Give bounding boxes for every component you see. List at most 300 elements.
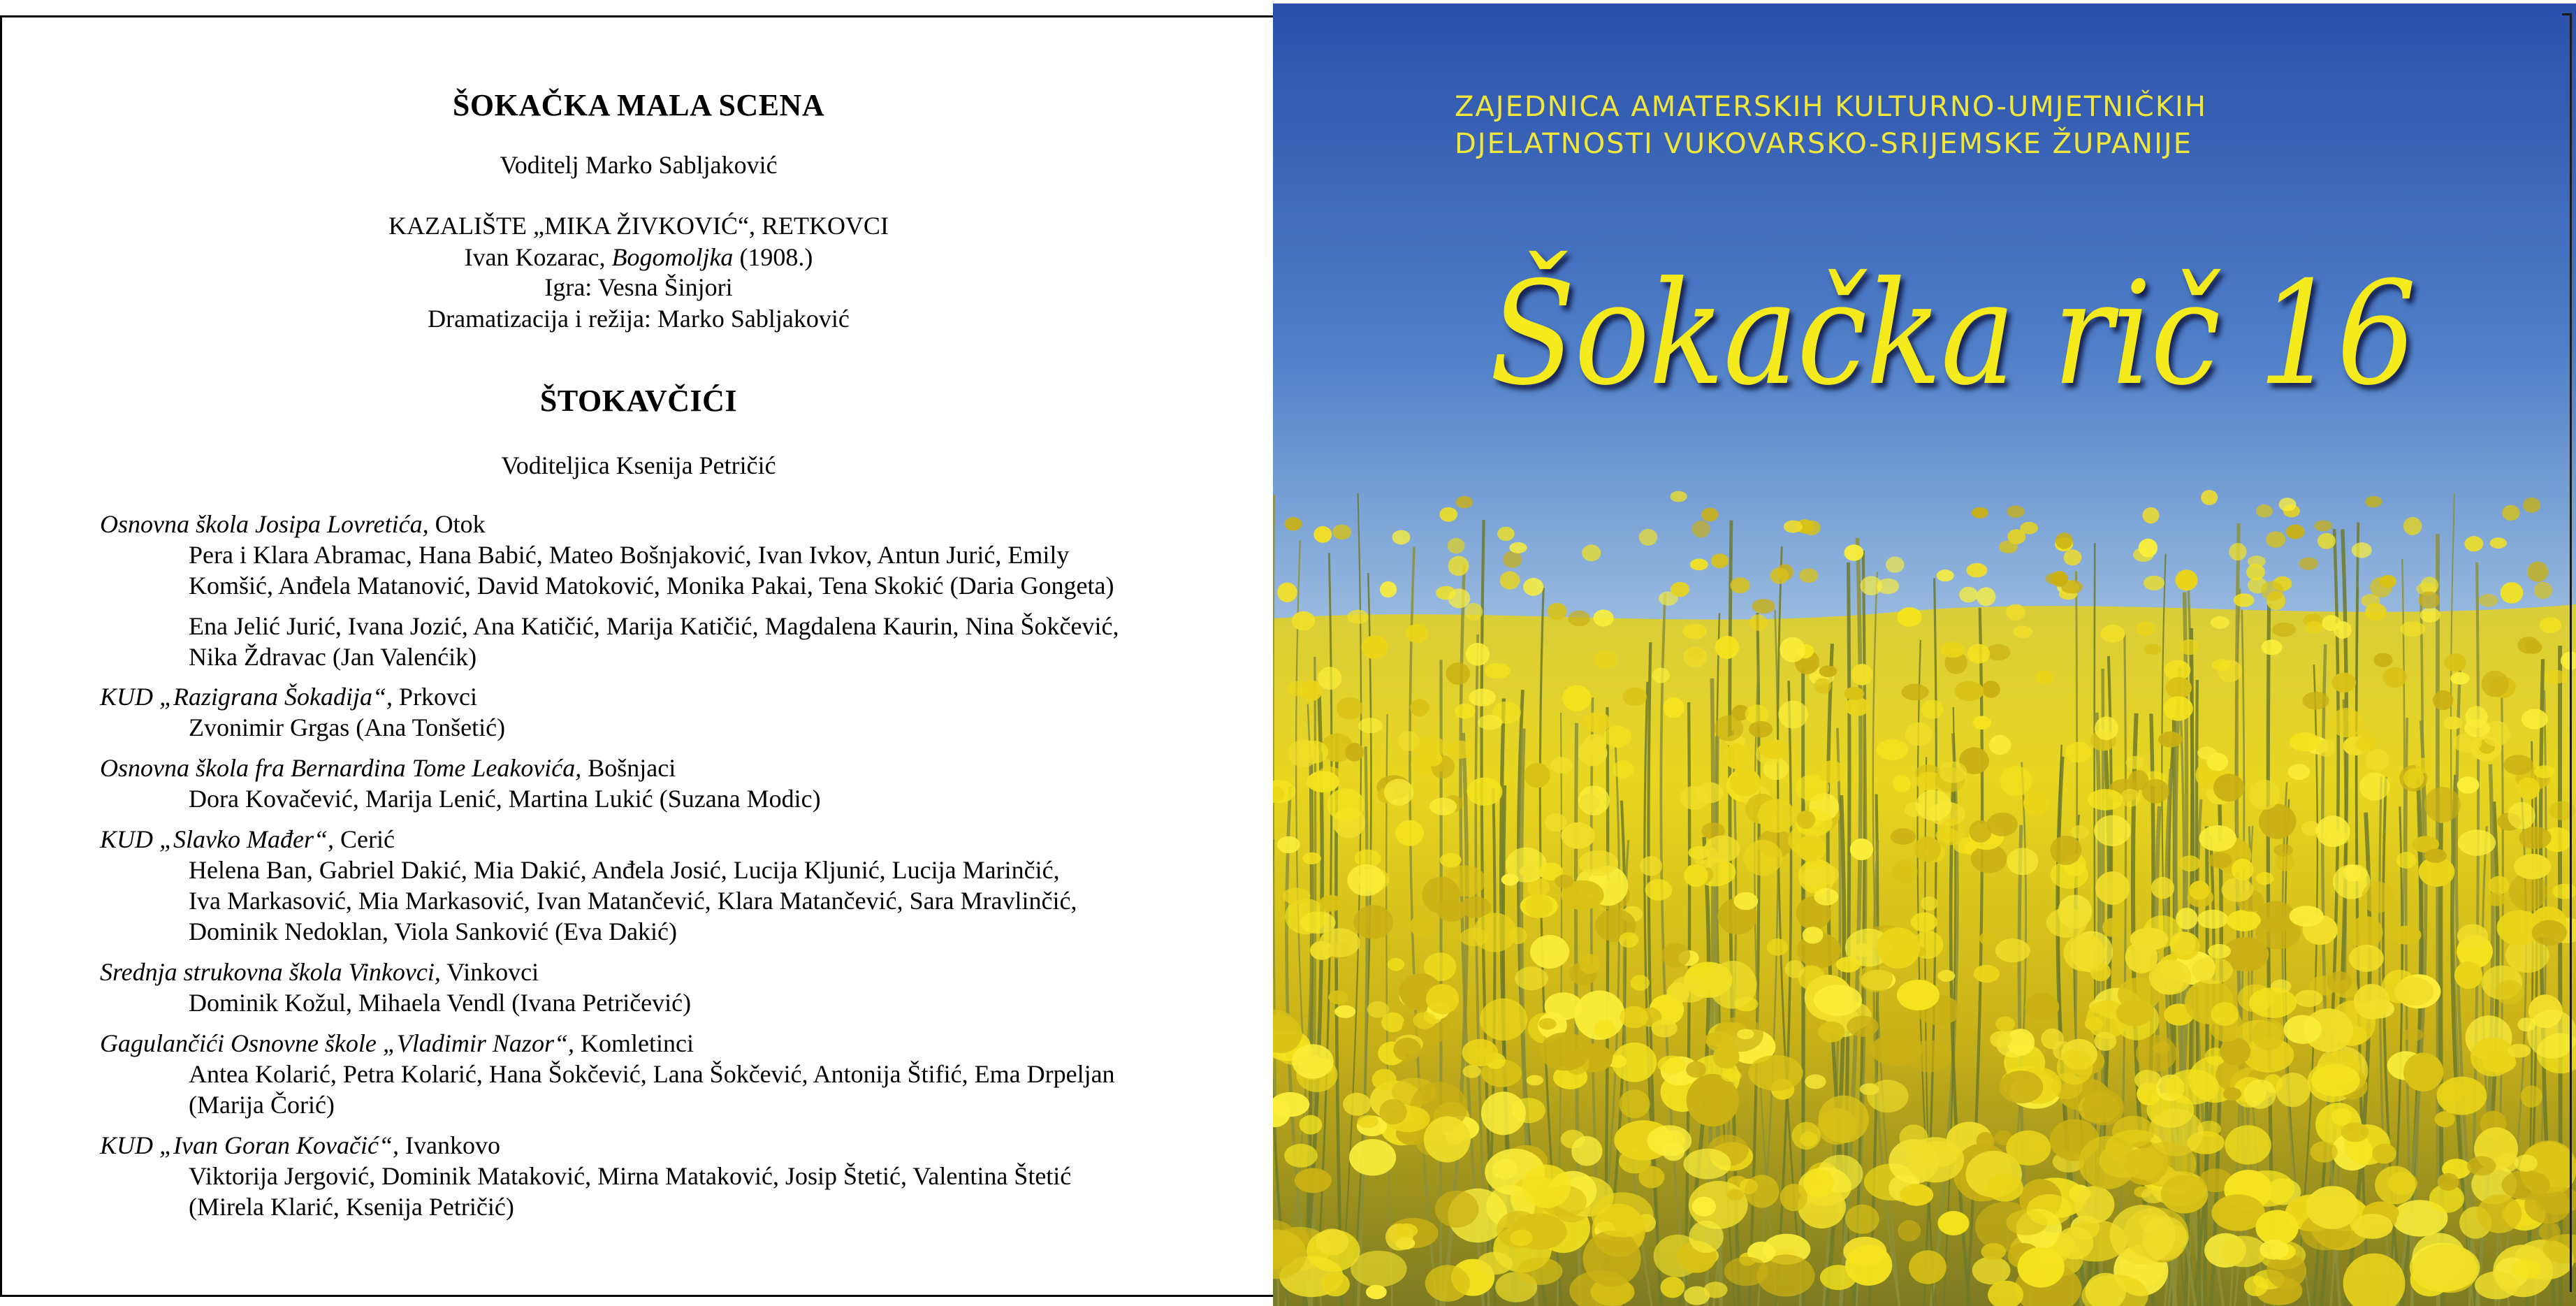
blossom [1319,895,1342,912]
blossom [1897,607,1922,627]
blossom [2136,1035,2177,1071]
blossom [1690,559,1708,571]
blossom [1456,496,1473,508]
blossom [1538,1018,1556,1030]
blossom [1721,1069,1741,1082]
blossom [1366,1285,1387,1300]
blossom [1619,932,1638,948]
blossom [2161,1175,2208,1214]
blossom [1395,1224,1418,1238]
blossom [1571,1136,1602,1166]
blossom [2144,644,2162,655]
blossom [1939,762,1967,783]
blossom [1645,879,1673,901]
blossom [1803,1169,1834,1198]
entry-names: (Mirela Klarić, Ksenija Petričić) [189,1193,514,1221]
blossom [1814,888,1838,906]
blossom [1561,822,1594,849]
entry-names: Komšić, Anđela Matanović, David Matoković, Monika Pakai, Tena Skokić (Daria Gongeta) [189,572,1114,600]
blossom [2487,892,2505,906]
blossom [2126,756,2144,769]
blossom [1285,517,1302,530]
blossom [2136,621,2155,636]
blossom [1550,757,1573,773]
blossom [1485,663,1511,679]
blossom [1612,1043,1657,1082]
blossom [2256,505,2273,518]
blossom [2208,852,2232,869]
blossom [1818,1022,1844,1043]
blossom [1603,726,1631,748]
blossom [2349,945,2384,972]
school-place: Komletinci [580,1029,694,1057]
blossom [2299,558,2318,570]
blossom [1909,1250,1946,1284]
blossom [2490,537,2507,549]
entry-names: Dominik Kožul, Mihaela Vendl (Ivana Petričević) [189,989,692,1017]
blossom [2508,1044,2531,1058]
blossom [2158,732,2182,748]
entry-names: Helena Ban, Gabriel Dakić, Mia Dakić, Anđela Josić, Lucija Kljunić, Lucija Marinčić, [189,856,1060,884]
school-place: Bošnjaci [588,754,676,782]
blossom [2403,1029,2424,1041]
blossom [2166,677,2192,699]
blossom [1579,954,1601,973]
blossom [2007,848,2038,875]
blossom [1877,739,1908,760]
blossom [1523,578,1543,596]
blossom [2403,1052,2443,1091]
school-name: KUD „Slavko Mađer“, [100,825,334,853]
blossom [1900,1184,1933,1206]
blossom [1639,529,1658,546]
blossom [1510,1230,1532,1247]
blossom [2018,1247,2065,1288]
blossom [1898,1220,1921,1242]
blossom [1545,992,1582,1020]
blossom [1916,790,1952,821]
blossom [2396,852,2417,869]
blossom [1446,662,1470,685]
blossom [2223,1087,2241,1101]
school-place: Vinkovci [446,958,539,986]
blossom [2502,505,2519,521]
blossom [1805,1074,1826,1089]
blossom [1836,957,1861,973]
blossom [2365,496,2382,508]
blossom [1954,681,1984,702]
blossom [1515,966,1548,990]
blossom [1752,599,1775,614]
blossom [2352,1214,2393,1239]
entry-names: Dominik Nedoklan, Viola Sanković (Eva Dakić) [189,917,678,945]
blossom [1652,668,1670,683]
blossom [2273,844,2292,857]
blossom [1500,571,1520,589]
blossom [2317,739,2336,757]
entry-school [100,753,676,783]
blossom [1522,1165,1571,1208]
blossom [1987,813,2018,836]
blossom [1492,1159,1518,1180]
blossom [1562,685,1592,711]
blossom [1847,1016,1879,1037]
blossom [2116,1000,2153,1026]
blossom [1749,614,1768,631]
blossom [2517,778,2540,800]
blossom [2213,774,2245,801]
blossom [1937,569,1954,581]
blossom [1900,1124,1928,1151]
blossom [1715,715,1743,741]
blossom [2501,582,2524,604]
blossom [2266,531,2285,548]
blossom [1436,899,1467,922]
blossom [2088,789,2123,811]
blossom [1406,624,1429,643]
organization-line-1: ZAJEDNICA AMATERSKIH KULTURNO-UMJETNIČKIH [1455,91,2207,123]
blossom [1715,636,1739,659]
blossom [1803,927,1824,943]
blossom [2419,591,2440,609]
blossom [2211,616,2229,629]
blossom [2208,944,2231,959]
cover-page [1273,3,2576,1306]
blossom [2007,529,2025,544]
blossom [1938,819,1965,846]
blossom [2420,608,2440,623]
entry-school [100,957,539,987]
blossom [1979,931,1996,945]
blossom [1995,1017,2015,1032]
blossom [2489,876,2510,895]
blossom [1481,1091,1526,1135]
blossom [2212,659,2231,670]
blossom [1545,813,1566,832]
blossom [1462,1065,1481,1078]
blossom [2074,1186,2114,1224]
blossom [1758,799,1796,832]
entry-names: (Marija Čorić) [189,1091,335,1119]
blossom [2341,1122,2369,1142]
play-title: Bogomoljka [611,243,734,271]
blossom [1473,913,1517,952]
blossom [2244,1080,2276,1109]
blossom [1663,697,1684,718]
blossom [1914,836,1942,862]
blossom [1800,869,1825,887]
blossom [1613,760,1633,778]
blossom [1974,965,2000,983]
blossom [1392,530,1410,545]
blossom [1497,527,1515,541]
blossom [2057,1050,2093,1084]
blossom [1462,1039,1499,1066]
blossom [2467,1156,2496,1176]
blossom [2249,987,2297,1018]
blossom [2244,1276,2269,1296]
blossom [1737,1029,1754,1040]
blossom [1619,1089,1650,1118]
entry-names: Pera i Klara Abramac, Hana Babić, Mateo Bošnjaković, Ivan Ivkov, Antun Jurić, Emily [189,541,1070,569]
blossom [2197,747,2217,760]
blossom [1349,1139,1396,1175]
blossom [1851,664,1873,685]
blossom [1480,999,1527,1041]
blossom [1300,1115,1323,1135]
blossom [2286,525,2305,539]
blossom [2534,765,2555,778]
blossom [2065,742,2092,763]
blossom [1440,853,1462,868]
blossom [2523,498,2540,513]
blossom [1972,716,1991,730]
blossom [1347,610,1369,624]
cover-title: Šokačka rič 16 [1490,252,2415,417]
blossom [1314,526,1332,543]
blossom [1578,850,1618,876]
blossom [2260,1240,2289,1259]
blossom [1582,712,1611,732]
blossom [1448,588,1471,608]
blossom [2279,498,2297,511]
blossom [2294,990,2322,1008]
blossom [1850,839,1873,860]
theatre-name: KAZALIŠTE „MIKA ŽIVKOVIĆ“, RETKOVCI [388,212,889,240]
play-direction: Dramatizacija i režija: Marko Sabljaković [428,305,850,333]
blossom [1426,984,1459,1014]
blossom [2288,764,2310,780]
blossom [2517,637,2539,653]
blossom [2454,962,2482,989]
scena-title: ŠOKAČKA MALA SCENA [452,88,825,122]
blossom [2327,971,2352,993]
blossom [1921,699,1943,719]
blossom [1990,1031,2011,1047]
blossom [1682,624,1707,639]
blossom [1784,521,1803,533]
blossom [1701,508,1718,522]
blossom [2144,576,2164,590]
entry-names: Antea Kolarić, Petra Kolarić, Hana Šokčević, Lana Šokčević, Antonija Štifić, Ema Drpeljan [189,1060,1115,1088]
blossom [1797,811,1816,829]
blossom [1684,1149,1731,1180]
blossom [1448,538,1465,553]
blossom [1749,721,1773,738]
play-line [2,242,1275,272]
blossom [2249,780,2280,810]
blossom [2316,815,2350,847]
blossom [1530,935,1569,968]
blossom [2403,517,2422,535]
blossom [1337,697,1363,720]
blossom [2199,825,2236,852]
blossom [2534,582,2552,599]
entry-names: Zvonimir Grgas (Ana Tonšetić) [189,713,506,741]
play-author: Ivan Kozarac, [464,243,606,271]
entry-school [100,825,395,854]
blossom [1692,521,1710,537]
blossom [1867,1080,1908,1112]
blossom [1429,798,1457,815]
blossom [2055,532,2073,549]
blossom [1767,938,1789,956]
blossom [2444,716,2463,730]
blossom [2023,791,2049,816]
cover-frame-edge [2562,13,2572,1292]
blossom [2141,779,2169,804]
blossom [1749,1055,1803,1091]
blossom [2252,1019,2285,1051]
blossom [1778,701,1808,729]
entry-school [100,1131,500,1160]
blossom [1448,556,1469,576]
entry-school [100,682,477,711]
blossom [1316,1228,1348,1255]
blossom [2095,716,2118,740]
play-cast: Igra: Vesna Šinjori [544,273,733,301]
blossom [2276,1073,2310,1107]
blossom [2354,984,2390,1020]
blossom [1277,583,1297,602]
blossom [2305,621,2323,634]
blossom [1967,644,1991,664]
blossom [2310,1141,2338,1163]
blossom [2433,690,2453,711]
blossom [1318,667,1341,690]
blossom [2515,1154,2538,1172]
blossom [1283,887,1311,904]
blossom [2222,878,2254,902]
blossom [2284,1015,2322,1044]
blossom [2495,980,2524,1005]
blossom [1727,1189,1744,1200]
blossom [1582,544,1601,561]
blossom [1977,1132,1995,1150]
blossom [2139,539,2157,558]
blossom [1477,1252,1513,1275]
blossom [1435,1191,1479,1228]
blossom [1292,1044,1334,1078]
blossom [1623,688,1647,706]
blossom [1548,603,1567,621]
blossom [1413,1012,1436,1029]
blossom [1709,961,1757,1009]
blossom [2539,1222,2561,1242]
blossom [2457,924,2488,948]
blossom [1784,960,1804,978]
blossom [1358,718,1383,733]
blossom [1393,1038,1421,1061]
entry-school [100,509,486,539]
school-name: KUD „Razigrana Šokadija“, [100,683,393,711]
school-place: Ivankovo [405,1131,500,1159]
blossom [2130,927,2169,950]
blossom [2064,549,2082,565]
blossom [1792,1122,1821,1150]
school-place: Prkovci [399,683,478,711]
blossom [1692,1197,1716,1217]
blossom [1307,771,1339,792]
blossom [2302,692,2329,710]
blossom [1328,990,1348,1004]
blossom [1583,1231,1641,1287]
blossom [1661,943,1690,968]
blossom [2479,594,2498,607]
blossom [1295,1168,1332,1193]
blossom [2373,653,2392,667]
blossom [2391,926,2422,945]
blossom [1347,864,1385,897]
blossom [1937,1211,1969,1235]
blossom [2373,1144,2396,1164]
blossom [2027,1194,2072,1226]
blossom [1424,1117,1471,1163]
school-place: Otok [435,510,486,538]
blossom [1897,980,1940,1010]
blossom [1819,760,1844,783]
blossom [1711,553,1729,568]
blossom [1503,551,1522,568]
blossom [1780,1184,1807,1211]
blossom [2311,1064,2360,1096]
blossom [1977,587,1996,606]
blossom [2331,1108,2352,1126]
blossom [2110,1205,2176,1265]
blossom [2464,536,2483,551]
blossom [1631,975,1650,991]
play-year: (1908.) [739,243,813,271]
blossom [2046,573,2065,585]
blossom [2415,757,2434,774]
blossom [1620,1006,1648,1029]
school-name: Gagulančići Osnovne škole „Vladimir Nazor“, [100,1029,574,1057]
entry-names: Iva Markasović, Mia Markasović, Ivan Matančević, Klara Matančević, Sara Mravlinčić, [189,887,1077,915]
blossom [1578,785,1610,815]
blossom [2424,787,2461,822]
blossom [1353,905,1393,939]
blossom [2521,1086,2542,1108]
blossom [1398,731,1420,750]
blossom [2094,1032,2116,1051]
blossom [1972,507,1988,518]
blossom [1478,715,1503,730]
blossom [1972,1256,2011,1284]
blossom [1845,1205,1879,1234]
blossom [1284,1144,1318,1168]
blossom [1982,681,2000,698]
blossom [2482,671,2509,697]
blossom [2457,776,2480,794]
blossom [1901,684,1928,701]
blossom [1694,846,1719,869]
blossom [1886,556,1904,572]
blossom [2035,670,2053,684]
blossom [2142,507,2159,523]
blossom [1525,763,1550,788]
blossom [1592,1192,1654,1237]
blossom [2211,1002,2239,1026]
blossom [1361,635,1388,659]
blossom [1796,835,1826,862]
blossom [2458,829,2496,855]
blossom [2306,1186,2359,1229]
blossom [1844,687,1864,700]
blossom [1319,928,1360,957]
blossom [2375,1166,2415,1205]
blossom [2102,918,2122,937]
blossom [2362,882,2394,913]
